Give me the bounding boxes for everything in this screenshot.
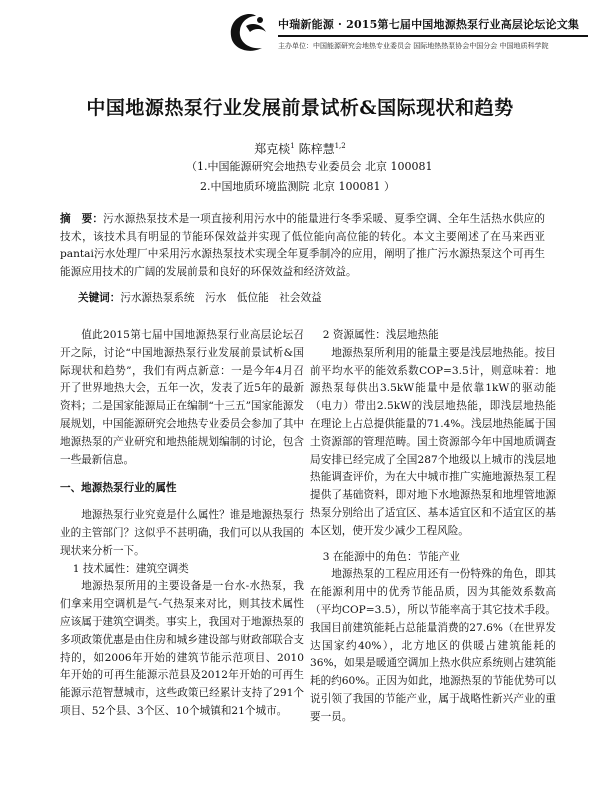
journal-subtitle: 主办单位：中国能源研究会地热专业委员会 国际地热热泵协会中国分会 中国地质科学院 (278, 42, 549, 50)
subsection-heading: 2 资源属性：浅层地热能 (322, 329, 439, 341)
keywords-label: 关键词： (78, 292, 121, 304)
section-heading: 一、地源热泵行业的属性 (60, 482, 177, 495)
right-column (310, 327, 556, 727)
paragraph: 地源热泵所利用的能量主要是浅层地热能。按目前平均水平的能效系数COP=3.5计，则意味着：地源热泵每供出3.5kW能量中是依靠1kW的驱动能（电力）带出2.5kW的浅层地热能，即浅层地热能在理论上占总提供能量的71.4%。浅层地热能属于国土资源部的管理范畴。国土资源部今年中国地质调查局安排已经完成了全国287个地级以上城市的浅层地热能调查评价，为在大中城市推广实施地源热泵工程提供了基础资料，即对地下水地源热泵和地埋管地源热泵分别给出了适宜区、基本适宜区和不适宜区的基本区划，使开发少减少工程风险。 (310, 346, 556, 537)
author-name: 陈梓慧 (298, 142, 335, 156)
abstract-text: 污水源热泵技术是一项直接利用污水中的能量进行冬季采暖、夏季空调、全年生活热水供应的技术，该技术具有明显的节能环保效益并实现了低位能向高位能的转化。本文主要阐述了在马来西亚pantai污水处理厂中采用污水源热泵技术实现全年夏季制冷的应用，阐明了推广污水源热泵这个可再生能源应用技术的广阔的发展前景和良好的环保效益和经济效益。 (60, 213, 546, 278)
journal-title: 中瑞新能源 · 2015第七届中国地源热泵行业高层论坛论文集 (278, 18, 580, 31)
abstract (60, 211, 545, 281)
abstract-label: 摘 要： (60, 213, 104, 225)
keywords (78, 290, 322, 305)
paragraph: 值此2015第七届中国地源热泵行业高层论坛召开之际，讨论“中国地源热泵行业发展前景试析&国际现状和趋势”，我们有两点新意：一是今年4月召开了世界地热大会，五年一次，发表了近5年的最新资料；二是国家能源局正在编制“十三五”国家能源发展规划，中国能源研究会地热专业委员会参加了其中地源热泵的产业研究和地热能规划编制的讨论，包含一些最新信息。 (60, 329, 304, 466)
paper-title: 中国地源热泵行业发展前景试析&国际现状和趋势 (86, 97, 514, 119)
author-affiliation-mark: 1 (290, 142, 295, 150)
journal-emblem-icon (226, 10, 274, 54)
author-line (0, 140, 600, 157)
author-name: 郑克棪 (254, 142, 291, 156)
affiliation-2: 2.中国地质环境监测院 北京 100081 ） (200, 180, 395, 193)
paragraph: 地源热泵所用的主要设备是一台水-水热泵，我们拿来用空调机是气-气热泵来对比，则其技术属性应该属于建筑空调类。事实上，我国对于地源热泵的多项政策优惠是由住房和城乡建设部与财政部联合支持的，如2006年开始的建筑节能示范项目、2010年开始的可再生能源示范县及2012年开始的可再生能源示范智慧城市，这些政策已经累计支持了291个项目、52个县、3个区、10个城镇和21个城市。 (60, 580, 304, 717)
author-affiliation-mark: 1,2 (334, 142, 346, 150)
left-column (60, 327, 304, 721)
paragraph: 地源热泵行业究竟是什么属性？谁是地源热泵行业的主管部门？这似乎不甚明确，我们可以从我国的现状来分析一下。 (60, 509, 304, 557)
journal-header (0, 0, 600, 60)
affiliation-1: （1.中国能源研究会地热专业委员会 北京 100081 (186, 160, 433, 173)
subsection-heading: 1 技术属性：建筑空调类 (72, 562, 189, 575)
header-rule (278, 35, 588, 37)
subsection-heading: 3 在能源中的角色：节能产业 (322, 550, 460, 563)
paragraph: 地源热泵的工程应用还有一份特殊的角色，即其在能源利用中的优秀节能品质，因为其能效系数高（平均COP=3.5），所以节能率高于其它技术手段。我国目前建筑能耗占总能量消费的27.6%（在世界发达国家约40%），北方地区的供暖占建筑能耗的36%，如果是暖通空调加上热水供应系统则占建筑能耗的约60%。正因为如此，地源热泵的节能优势可以说引领了我国的节能产业，属于战略性新兴产业的重要一员。 (310, 568, 557, 723)
keywords-text: 污水源热泵系统 污水 低位能 社会效益 (120, 292, 322, 304)
